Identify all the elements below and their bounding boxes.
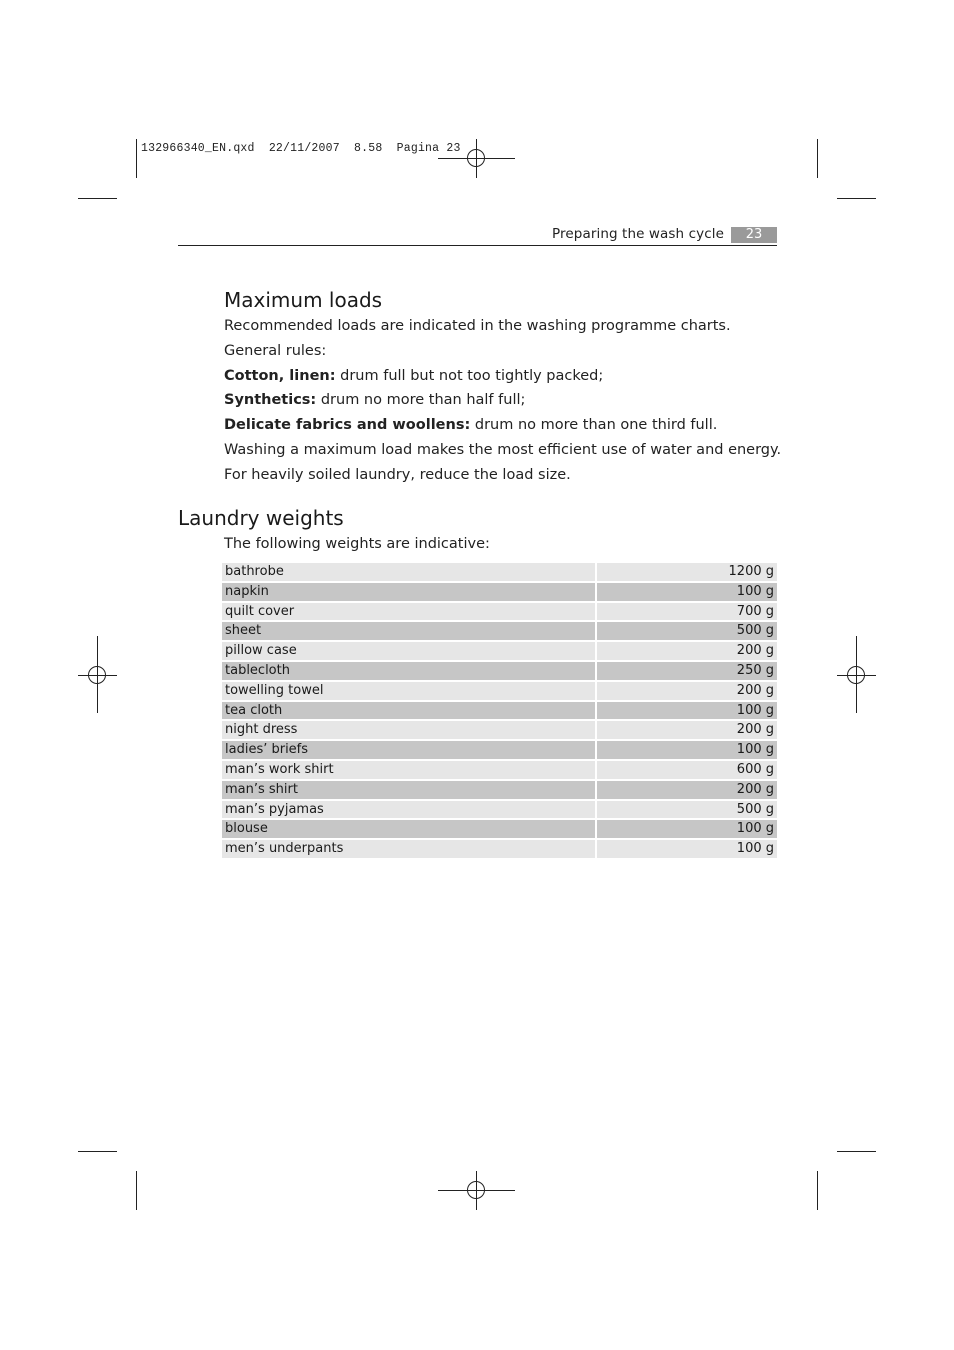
header-rule [178,245,777,246]
weight-cell: 100 g [597,702,777,720]
weight-cell: 500 g [597,801,777,819]
weight-cell: 700 g [597,603,777,621]
section-title: Preparing the wash cycle [552,226,724,242]
table-row [222,563,777,581]
rule-label: Delicate fabrics and woollens: [224,417,471,433]
item-cell: towelling towel [222,682,597,700]
laundry-weights-table [222,561,777,860]
maximum-loads-heading: Maximum loads [224,288,383,312]
table-row [222,781,777,799]
max-loads-note-soiled: For heavily soiled laundry, reduce the load size. [224,467,571,483]
printer-slug: 132966340_EN.qxd 22/11/2007 8.58 Pagina 23 [141,142,461,155]
rule-text: drum no more than one third full. [470,417,718,433]
item-cell: men’s underpants [222,840,597,858]
rule-label: Synthetics: [224,392,317,408]
laundry-weights-heading: Laundry weights [178,506,344,530]
table-row [222,662,777,680]
max-loads-intro: Recommended loads are indicated in the washing programme charts. [224,318,731,334]
item-cell: quilt cover [222,603,597,621]
rule-cotton [224,368,603,384]
table-row [222,721,777,739]
table-row [222,583,777,601]
item-cell: man’s pyjamas [222,801,597,819]
table-row [222,761,777,779]
page-number: 23 [731,227,777,243]
weight-cell: 100 g [597,840,777,858]
weight-cell: 100 g [597,583,777,601]
table-row [222,603,777,621]
table-row [222,801,777,819]
rule-delicates [224,417,717,433]
weight-cell: 1200 g [597,563,777,581]
item-cell: bathrobe [222,563,597,581]
table-row [222,642,777,660]
weight-cell: 200 g [597,721,777,739]
rule-label: Cotton, linen: [224,368,336,384]
item-cell: man’s shirt [222,781,597,799]
item-cell: ladies’ briefs [222,741,597,759]
max-loads-note-efficiency: Washing a maximum load makes the most efficient use of water and energy. [224,442,782,458]
rule-text: drum full but not too tightly packed; [335,368,604,384]
weight-cell: 250 g [597,662,777,680]
item-cell: man’s work shirt [222,761,597,779]
registration-target-icon [467,1181,485,1199]
item-cell: blouse [222,820,597,838]
weight-cell: 200 g [597,781,777,799]
table-row [222,840,777,858]
table-row [222,820,777,838]
weight-cell: 100 g [597,820,777,838]
table-row [222,741,777,759]
weight-cell: 200 g [597,642,777,660]
general-rules-label: General rules: [224,343,327,359]
item-cell: napkin [222,583,597,601]
item-cell: sheet [222,622,597,640]
weight-cell: 600 g [597,761,777,779]
registration-target-icon [847,666,865,684]
item-cell: pillow case [222,642,597,660]
weight-cell: 500 g [597,622,777,640]
table-row [222,682,777,700]
weight-cell: 200 g [597,682,777,700]
registration-target-icon [88,666,106,684]
item-cell: tea cloth [222,702,597,720]
running-header [178,226,777,246]
item-cell: night dress [222,721,597,739]
rule-synthetics [224,392,525,408]
weight-cell: 100 g [597,741,777,759]
table-row [222,622,777,640]
registration-target-icon [467,149,485,167]
laundry-weights-intro: The following weights are indicative: [224,536,490,552]
rule-text: drum no more than half full; [316,392,526,408]
item-cell: tablecloth [222,662,597,680]
table-row [222,702,777,720]
